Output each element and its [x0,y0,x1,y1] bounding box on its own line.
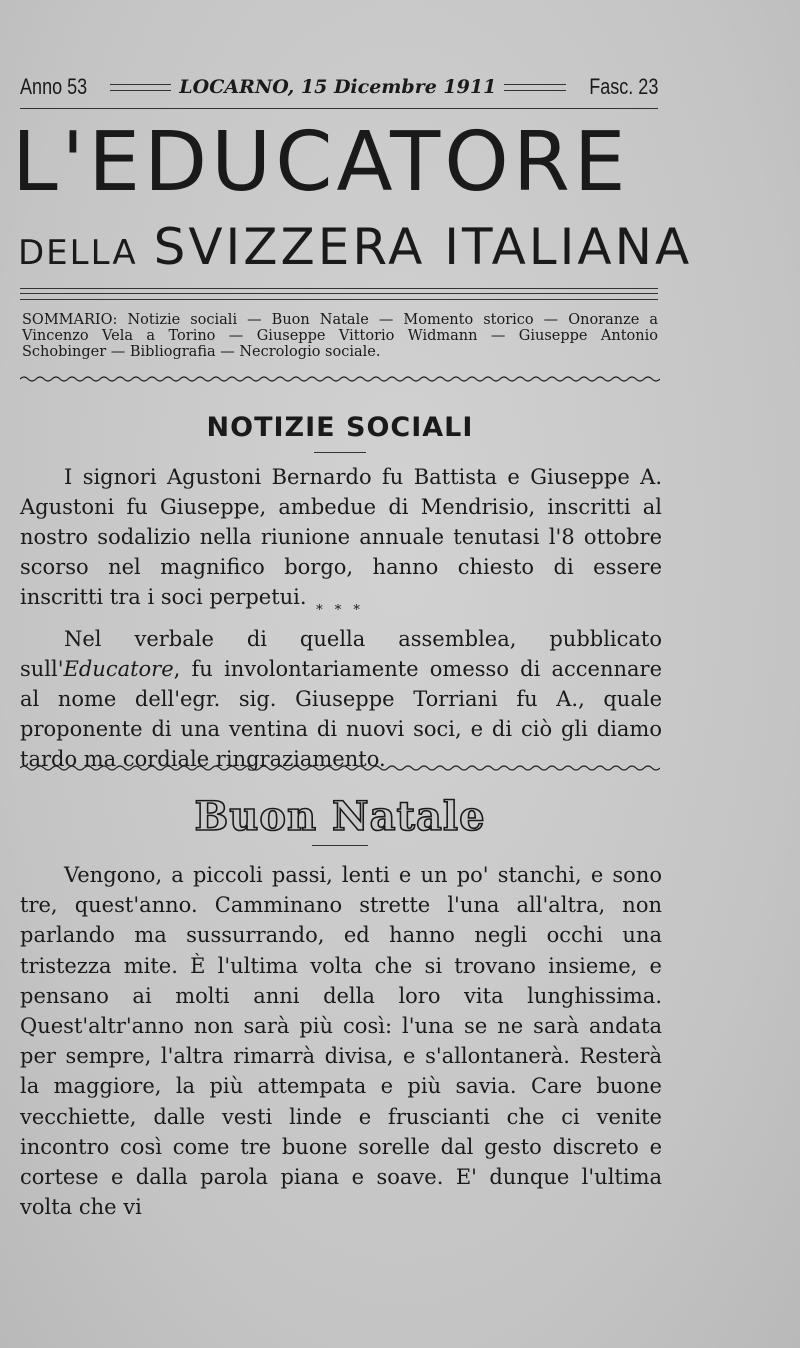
notizie-text-2-italic: Educatore [63,657,174,681]
ornamental-rule-2 [20,763,660,773]
section-separator-stars: * * * [316,603,364,618]
masthead-rule-left [110,84,171,91]
journal-title: L'EDUCATORE [12,115,630,210]
journal-subtitle [18,218,693,276]
notizie-paragraph-2 [20,624,662,774]
place-date: LOCARNO, 15 Dicembre 1911 [179,76,497,98]
header-rule-double [20,288,658,294]
ornamental-rule-1 [20,374,660,384]
subtitle-svizzera-italiana: SVIZZERA ITALIANA [153,218,693,276]
notizie-text-2b: , fu involontariamente omesso di accennare al nome dell'egr. sig. Giuseppe Torriani fu A., quale proponente di una ventina di nuovi soci, e di ciò gli diamo tardo ma cordiale ringraziamento. [20,657,662,771]
heading-buon-natale: Buon Natale [194,793,486,840]
masthead-rule-right [504,84,565,91]
notizie-text-2a: Nel verbale di quella assemblea, pubblicato sull' [20,627,662,681]
header-rule-top [20,108,658,109]
notizie-paragraph-1 [20,462,662,612]
subtitle-della: DELLA [18,233,138,273]
natale-text: Vengono, a piccoli passi, lenti e un po' stanchi, e sono tre, quest'anno. Camminano strette l'una all'altra, non parlando ma sussurrando, ed hanno negli occhi una tristezza mite. È l'ultima volta che si trovano insieme, e pensano ai molti anni della loro vita lunghissima. Quest'altr'anno non sarà più così: l'una se ne sarà andata per sempre, l'altra rimarrà divisa, e s'allontanerà. Resterà la maggiore, la più attempata e più savia. Care buone vecchiette, dalle vesti linde e fruscianti che ci venite incontro così come tre buone sorelle dal gesto discreto e cortese e dalla parola piana e soave. E' dunque l'ultima volta che vi [20,863,662,1220]
header-rule-bottom [20,299,658,300]
notizie-text-1: I signori Agustoni Bernardo fu Battista e Giuseppe A. Agustoni fu Giuseppe, ambedue di Mendrisio, inscritti al nostro sodalizio nella riunione annuale tenutasi l'8 ottobre scorso nel magnifico borgo, hanno chiesto di essere inscritti tra i soci perpetui. [20,465,662,609]
natale-paragraph [20,860,662,1222]
issue-year: Anno 53 [20,74,88,99]
issue-number: Fasc. 23 [588,74,658,99]
heading-underline-2 [312,845,368,846]
heading-underline-1 [314,452,366,453]
heading-notizie-sociali: NOTIZIE SOCIALI [206,412,474,443]
masthead [20,72,658,102]
table-of-contents: SOMMARIO: Notizie sociali — Buon Natale — Momento storico — Onoranze a Vincenzo Vela a Torino — Giuseppe Vittorio Widmann — Giuseppe Antonio Schobinger — Bibliografia — Necrologio sociale. [22,312,658,360]
